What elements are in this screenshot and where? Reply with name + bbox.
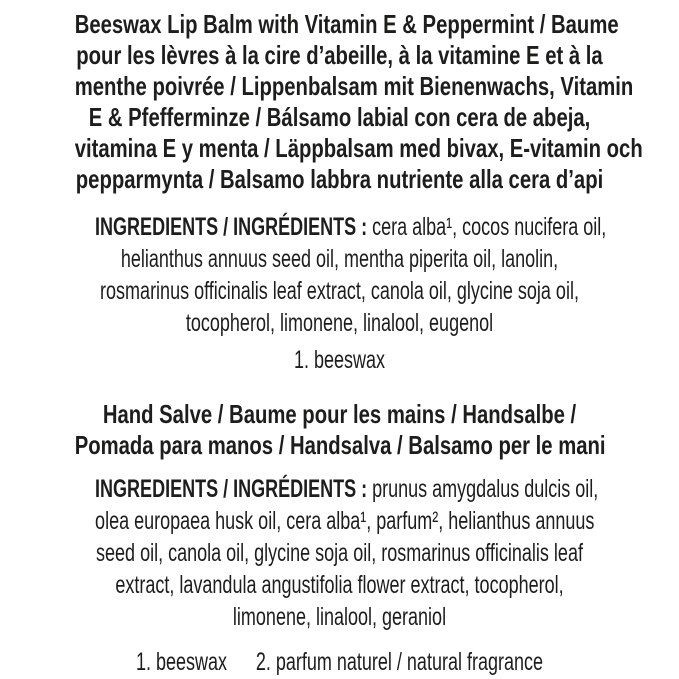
lip-balm-footnote: 1. beeswax xyxy=(293,346,386,374)
hand-salve-ingredients-text: prunus amygdalus dulcis oil, xyxy=(372,475,599,503)
hand-salve-ingredients-line: extract, lavandula angustifolia flower extract, tocopherol, xyxy=(115,571,564,599)
lip-balm-ingredients-line: tocopherol, limonene, linalool, eugenol xyxy=(185,309,494,337)
lip-balm-title-line: vitamina E y menta / Läppbalsam med bivax, E-vitamin och xyxy=(74,133,643,163)
hand-salve-footnote-parfum: 2. parfum naturel / natural fragrance xyxy=(255,648,544,676)
lip-balm-ingredients-text: cera alba¹, cocos nucifera oil, xyxy=(372,213,607,241)
hand-salve-title xyxy=(0,399,679,461)
lip-balm-ingredients-line: helianthus annuus seed oil, mentha piperita oil, lanolin, xyxy=(120,245,559,273)
hand-salve-footnotes xyxy=(95,646,584,678)
lip-balm-title-line: pepparmynta / Balsamo labbra nutriente alla cera d’api xyxy=(75,164,604,194)
hand-salve-footnote-beeswax: 1. beeswax xyxy=(135,648,228,676)
hand-salve-title-line: Pomada para manos / Handsalva / Balsamo per le mani xyxy=(74,430,606,460)
lip-balm-title-line: pour les lèvres à la cire d’abeille, à la vitamine E et à la xyxy=(76,40,603,70)
lip-balm-ingredients-line: rosmarinus officinalis leaf extract, canola oil, glycine soja oil, xyxy=(100,277,579,305)
ingredients-heading: INGREDIENTS / INGRÉDIENTS : xyxy=(95,213,368,241)
lip-balm-ingredients xyxy=(0,211,679,339)
lip-balm-ingredients-line xyxy=(95,211,607,243)
hand-salve-section xyxy=(0,399,679,678)
lip-balm-title-line: E & Pfefferminze / Bálsamo labial con cera de abeja, xyxy=(88,102,591,132)
lip-balm-title xyxy=(0,9,679,195)
lip-balm-title-line: Beeswax Lip Balm with Vitamin E & Peppermint / Baume xyxy=(74,9,619,39)
hand-salve-ingredients xyxy=(0,473,679,633)
hand-salve-title-line: Hand Salve / Baume pour les mains / Handsalbe / xyxy=(102,399,577,429)
lip-balm-title-line: menthe poivrée / Lippenbalsam mit Bienenwachs, Vitamin xyxy=(74,71,634,101)
hand-salve-ingredients-line: seed oil, canola oil, glycine soja oil, rosmarinus officinalis leaf xyxy=(96,539,583,567)
hand-salve-ingredients-line: olea europaea husk oil, cera alba¹, parfum², helianthus annuus xyxy=(95,507,595,535)
hand-salve-ingredients-line xyxy=(95,473,599,505)
lip-balm-section xyxy=(0,9,679,376)
hand-salve-ingredients-line: limonene, linalool, geraniol xyxy=(232,603,447,631)
ingredients-heading: INGREDIENTS / INGRÉDIENTS : xyxy=(95,475,368,503)
